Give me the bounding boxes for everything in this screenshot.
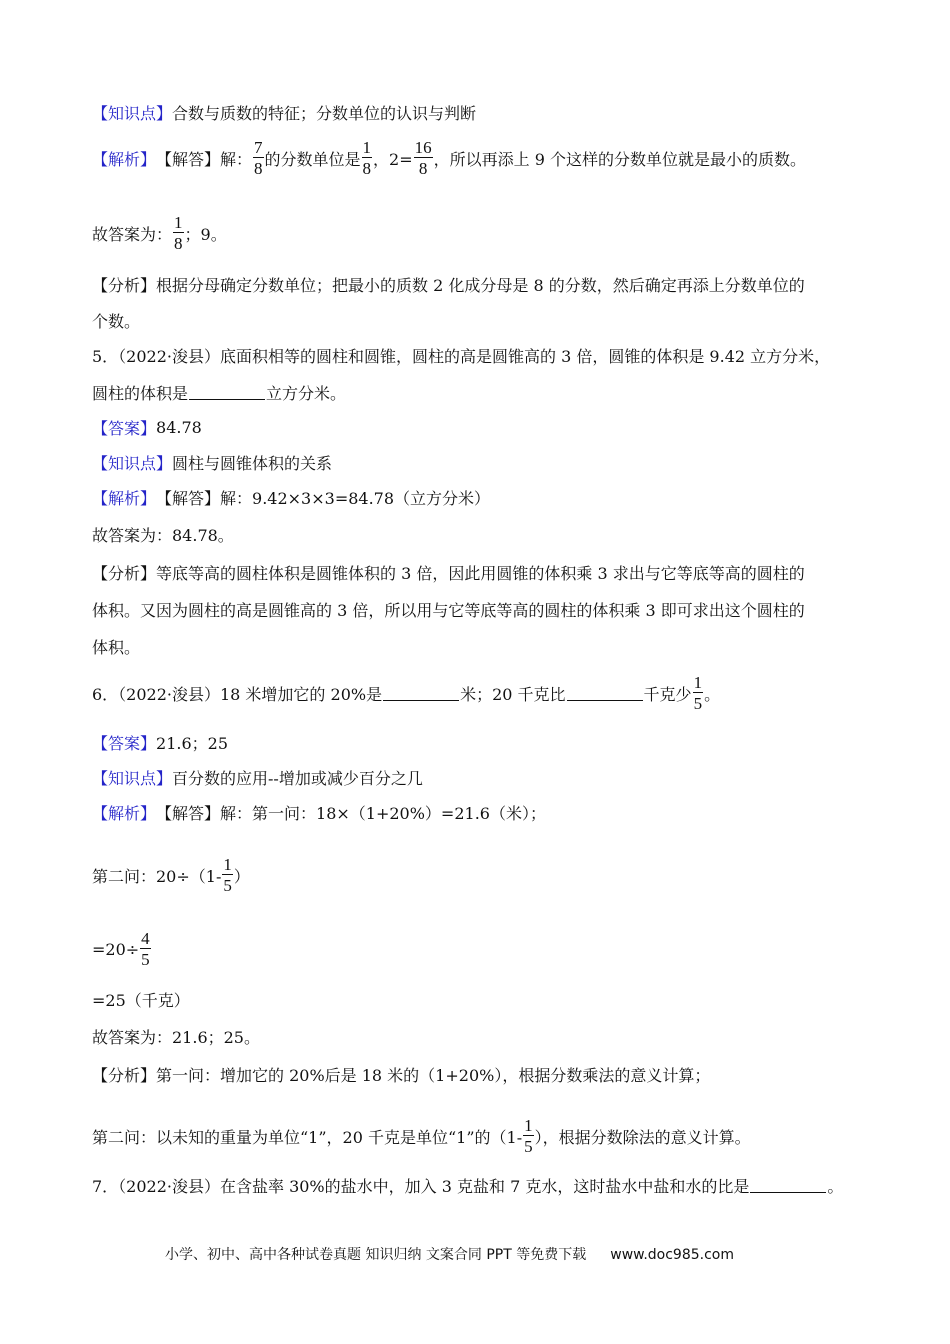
- text-line: [92, 979, 190, 1019]
- text-segment: 圆柱与圆锥体积的关系: [172, 453, 333, 473]
- text-line: [92, 442, 332, 482]
- fraction-denominator: 8: [254, 159, 263, 178]
- text-segment: 故答案为：84.78。: [92, 525, 234, 545]
- text-segment: 6．（2022·浚县）18 米增加它的 20%是: [92, 684, 383, 704]
- text-segment: =25（千克）: [92, 990, 190, 1010]
- text-segment: 。: [704, 684, 721, 704]
- section-tag: 【解析】: [92, 149, 157, 169]
- text-line: [92, 264, 805, 304]
- text-segment: 故答案为：21.6；25。: [92, 1027, 260, 1047]
- text-segment: ，2=: [373, 149, 413, 169]
- footer-url[interactable]: www.doc985.com: [610, 1247, 734, 1263]
- fraction-denominator: 8: [362, 159, 372, 178]
- text-segment: =20÷: [92, 939, 140, 959]
- fraction: [253, 139, 264, 177]
- fraction-denominator: 8: [174, 234, 183, 253]
- text-segment: 84.78: [156, 417, 202, 437]
- text-segment: 5．（2022·浚县）底面积相等的圆柱和圆锥，圆柱的高是圆锥高的 3 倍，圆锥的体积是 9.42 立方分米，: [92, 346, 831, 366]
- text-segment: 第二问：20÷（1-: [92, 866, 222, 886]
- text-line: [92, 92, 476, 132]
- text-segment: ），根据分数除法的意义计算。: [534, 1127, 751, 1147]
- text-line: [92, 300, 140, 340]
- text-segment: 【解答】解：: [156, 149, 253, 169]
- text-segment: ；9。: [184, 224, 227, 244]
- text-line: [92, 1165, 843, 1205]
- fraction-denominator: 5: [223, 876, 232, 895]
- text-line: [92, 1016, 260, 1056]
- fraction: [414, 139, 433, 177]
- text-segment: 百分数的应用--增加或减少百分之几: [172, 768, 423, 788]
- section-tag: 【解析】: [92, 488, 157, 508]
- text-segment: 体积。又因为圆柱的高是圆锥高的 3 倍，所以用与它等底等高的圆柱的体积乘 3 即可求出这个圆柱的: [92, 600, 805, 620]
- page-footer: [165, 1244, 734, 1264]
- text-segment: 【解答】解：9.42×3×3=84.78（立方分米）: [156, 488, 491, 508]
- text-segment: ，所以再添上 9 个这样的分数单位就是最小的质数。: [433, 149, 806, 169]
- footer-text: 小学、初中、高中各种试卷真题 知识归纳 文案合同 PPT 等免费下载: [165, 1247, 587, 1263]
- answer-blank: [383, 686, 459, 701]
- text-segment: 【解答】解：第一问：18×（1+20%）=21.6（米）；: [156, 803, 546, 823]
- text-segment: 的分数单位是: [264, 149, 361, 169]
- text-line: [92, 673, 720, 713]
- text-line: [92, 552, 805, 592]
- text-segment: 合数与质数的特征；分数单位的认识与判断: [172, 103, 477, 123]
- section-tag: 【知识点】: [92, 453, 173, 473]
- text-segment: 7．（2022·浚县）在含盐率 30%的盐水中，加入 3 克盐和 7 克水，这时盐水中盐和水的比是: [92, 1176, 750, 1196]
- fraction-numerator: 1: [174, 213, 183, 232]
- fraction: [222, 856, 233, 894]
- text-line: [92, 213, 227, 253]
- text-line: [92, 626, 140, 666]
- text-segment: ）: [233, 866, 250, 886]
- section-tag: 【知识点】: [92, 103, 173, 123]
- text-line: [92, 372, 346, 412]
- text-segment: 圆柱的体积是: [92, 383, 189, 403]
- text-segment: 。: [827, 1176, 844, 1196]
- fraction-numerator: 1: [223, 855, 232, 874]
- answer-blank: [567, 686, 643, 701]
- fraction-denominator: 5: [141, 950, 150, 969]
- text-line: [92, 407, 202, 447]
- text-segment: 体积。: [92, 637, 141, 657]
- text-line: [92, 792, 546, 832]
- text-segment: 第二问：以未知的重量为单位“1”，20 千克是单位“1”的（1-: [92, 1127, 523, 1147]
- text-segment: 米；20 千克比: [460, 684, 566, 704]
- fraction: [362, 139, 373, 177]
- text-segment: 立方分米。: [266, 383, 347, 403]
- text-line: [92, 722, 228, 762]
- fraction-numerator: 1: [693, 673, 703, 692]
- fraction: [140, 930, 151, 968]
- text-segment: 【分析】根据分母确定分数单位；把最小的质数 2 化成分母是 8 的分数，然后确定再添上分数单位的: [92, 275, 805, 295]
- text-segment: 故答案为：: [92, 224, 173, 244]
- text-line: [92, 514, 234, 554]
- fraction-numerator: 1: [524, 1116, 533, 1135]
- text-line: [92, 589, 805, 629]
- fraction-numerator: 1: [362, 138, 372, 157]
- text-line: [92, 477, 490, 517]
- fraction: [173, 214, 184, 252]
- text-line: [92, 138, 806, 178]
- text-line: [92, 1054, 710, 1094]
- fraction: [523, 1117, 534, 1155]
- fraction-denominator: 5: [524, 1137, 533, 1156]
- text-segment: 【分析】等底等高的圆柱体积是圆锥体积的 3 倍，因此用圆锥的体积乘 3 求出与它等底等高的圆柱的: [92, 563, 805, 583]
- text-segment: 【分析】第一问：增加它的 20%后是 18 米的（1+20%），根据分数乘法的意义计算；: [92, 1065, 711, 1085]
- section-tag: 【答案】: [92, 418, 157, 438]
- text-line: [92, 855, 250, 895]
- section-tag: 【答案】: [92, 733, 157, 753]
- fraction-numerator: 7: [254, 138, 263, 157]
- text-line: [92, 929, 152, 969]
- text-line: [92, 1116, 751, 1156]
- fraction: [693, 674, 704, 712]
- fraction-numerator: 16: [414, 138, 432, 157]
- fraction-numerator: 4: [141, 929, 150, 948]
- fraction-denominator: 5: [693, 694, 703, 713]
- text-line: [92, 335, 830, 375]
- text-segment: 21.6；25: [156, 733, 229, 753]
- text-segment: 个数。: [92, 311, 141, 331]
- text-segment: 千克少: [643, 684, 692, 704]
- section-tag: 【解析】: [92, 803, 157, 823]
- text-line: [92, 757, 423, 797]
- answer-blank: [750, 1178, 826, 1193]
- section-tag: 【知识点】: [92, 768, 173, 788]
- fraction-denominator: 8: [418, 159, 428, 178]
- answer-blank: [189, 385, 265, 400]
